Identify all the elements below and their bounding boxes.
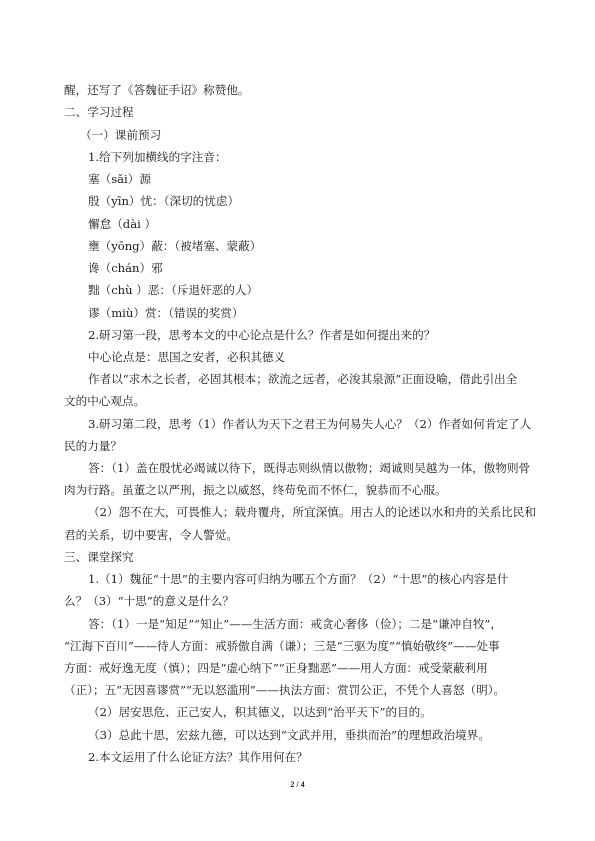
text-line: 君的关系，切中要害，令人警觉。 [64,528,238,542]
answer-text: （2）居安思危、正己安人，积其德义，以达到“治平天下”的目的。 [88,705,432,719]
text-line: 方面：戒好逸无度（慎）；四是“虚心纳下”“正身黜恶”——用人方面：戒受蒙蔽利用 [64,661,488,675]
vocab-item: 壅（yōng）蔽：（被堵塞、蒙蔽） [88,239,262,253]
question-text: 1.（1）魏征“十思”的主要内容可归纳为哪五个方面？（2）“十思”的核心内容是什 [88,572,509,586]
question-text: 2.本文运用了什么论证方法？其作用何在？ [88,750,308,764]
answer-text: 答：（1）盖在殷忧必竭诚以待下，既得志则纵情以傲物；竭诚则吴越为一体，傲物则骨 [88,461,531,475]
vocab-item: 黜（chù ）恶：（斥退奸恶的人） [88,283,259,297]
vocab-item: 塞（sǎi）源 [88,172,151,186]
text-line: （正）；五“无因喜谬赏”“无以怒滥刑”——执法方面：赏罚公正，不凭个人喜怒（明）。 [64,683,506,697]
answer-text: （2）怨不在大，可畏惟人；载舟覆舟，所宜深慎。用古人的论述以水和舟的关系比民和 [88,505,536,519]
text-line: 么？（3）“十思”的意义是什么？ [64,594,234,608]
text-line: 作者以“求木之长者，必固其根本；欲流之远者，必浚其泉源”正面设喻，借此引出全 [88,372,518,386]
text-line: “江海下百川”——待人方面：戒骄傲自满（谦）；三是“三驱为度”“慎始敬终”——处事 [64,639,500,653]
text-line: 醒，还写了《答魏征手诏》称赞他。 [64,83,250,97]
question-text: 2.研习第一段，思考本文的中心论点是什么？作者是如何提出来的？ [88,328,436,342]
question-text: 3.研习第二段，思考（1）作者认为天下之君王为何易失人心？（2）作者如何肯定了人 [88,417,532,431]
text-line: 肉为行路。虽董之以严刑，振之以威怒，终苟免而不怀仁，貌恭而不心服。 [64,483,447,497]
section-heading: 三、课堂探究 [64,550,134,564]
page-number: 2 / 4 [290,780,305,789]
vocab-item: 殷（yīn）忧：（深切的忧虑） [88,194,240,208]
section-heading: 二、学习过程 [64,105,134,119]
text-line: 文的中心观点。 [64,394,146,408]
text-line: 民的力量？ [64,439,122,453]
answer-text: 答：（1）一是“知足”“知止”——生活方面：戒贪心奢侈（俭）；二是“谦冲自牧”， [88,617,502,631]
subsection-heading: （一）课前预习 [80,128,162,142]
answer-text: 中心论点是：思国之安者，必积其德义 [88,350,286,364]
question-text: 1.给下列加横线的字注音： [88,150,227,164]
vocab-item: 懈怠（dài ） [88,217,157,231]
vocab-item: 谗（chán）邪 [88,261,163,275]
vocab-item: 谬（miù）赏：（错误的奖赏） [88,306,244,320]
answer-text: （3）总此十思，宏兹九德，可以达到“文武并用，垂拱而治”的理想政治境界。 [88,728,490,742]
